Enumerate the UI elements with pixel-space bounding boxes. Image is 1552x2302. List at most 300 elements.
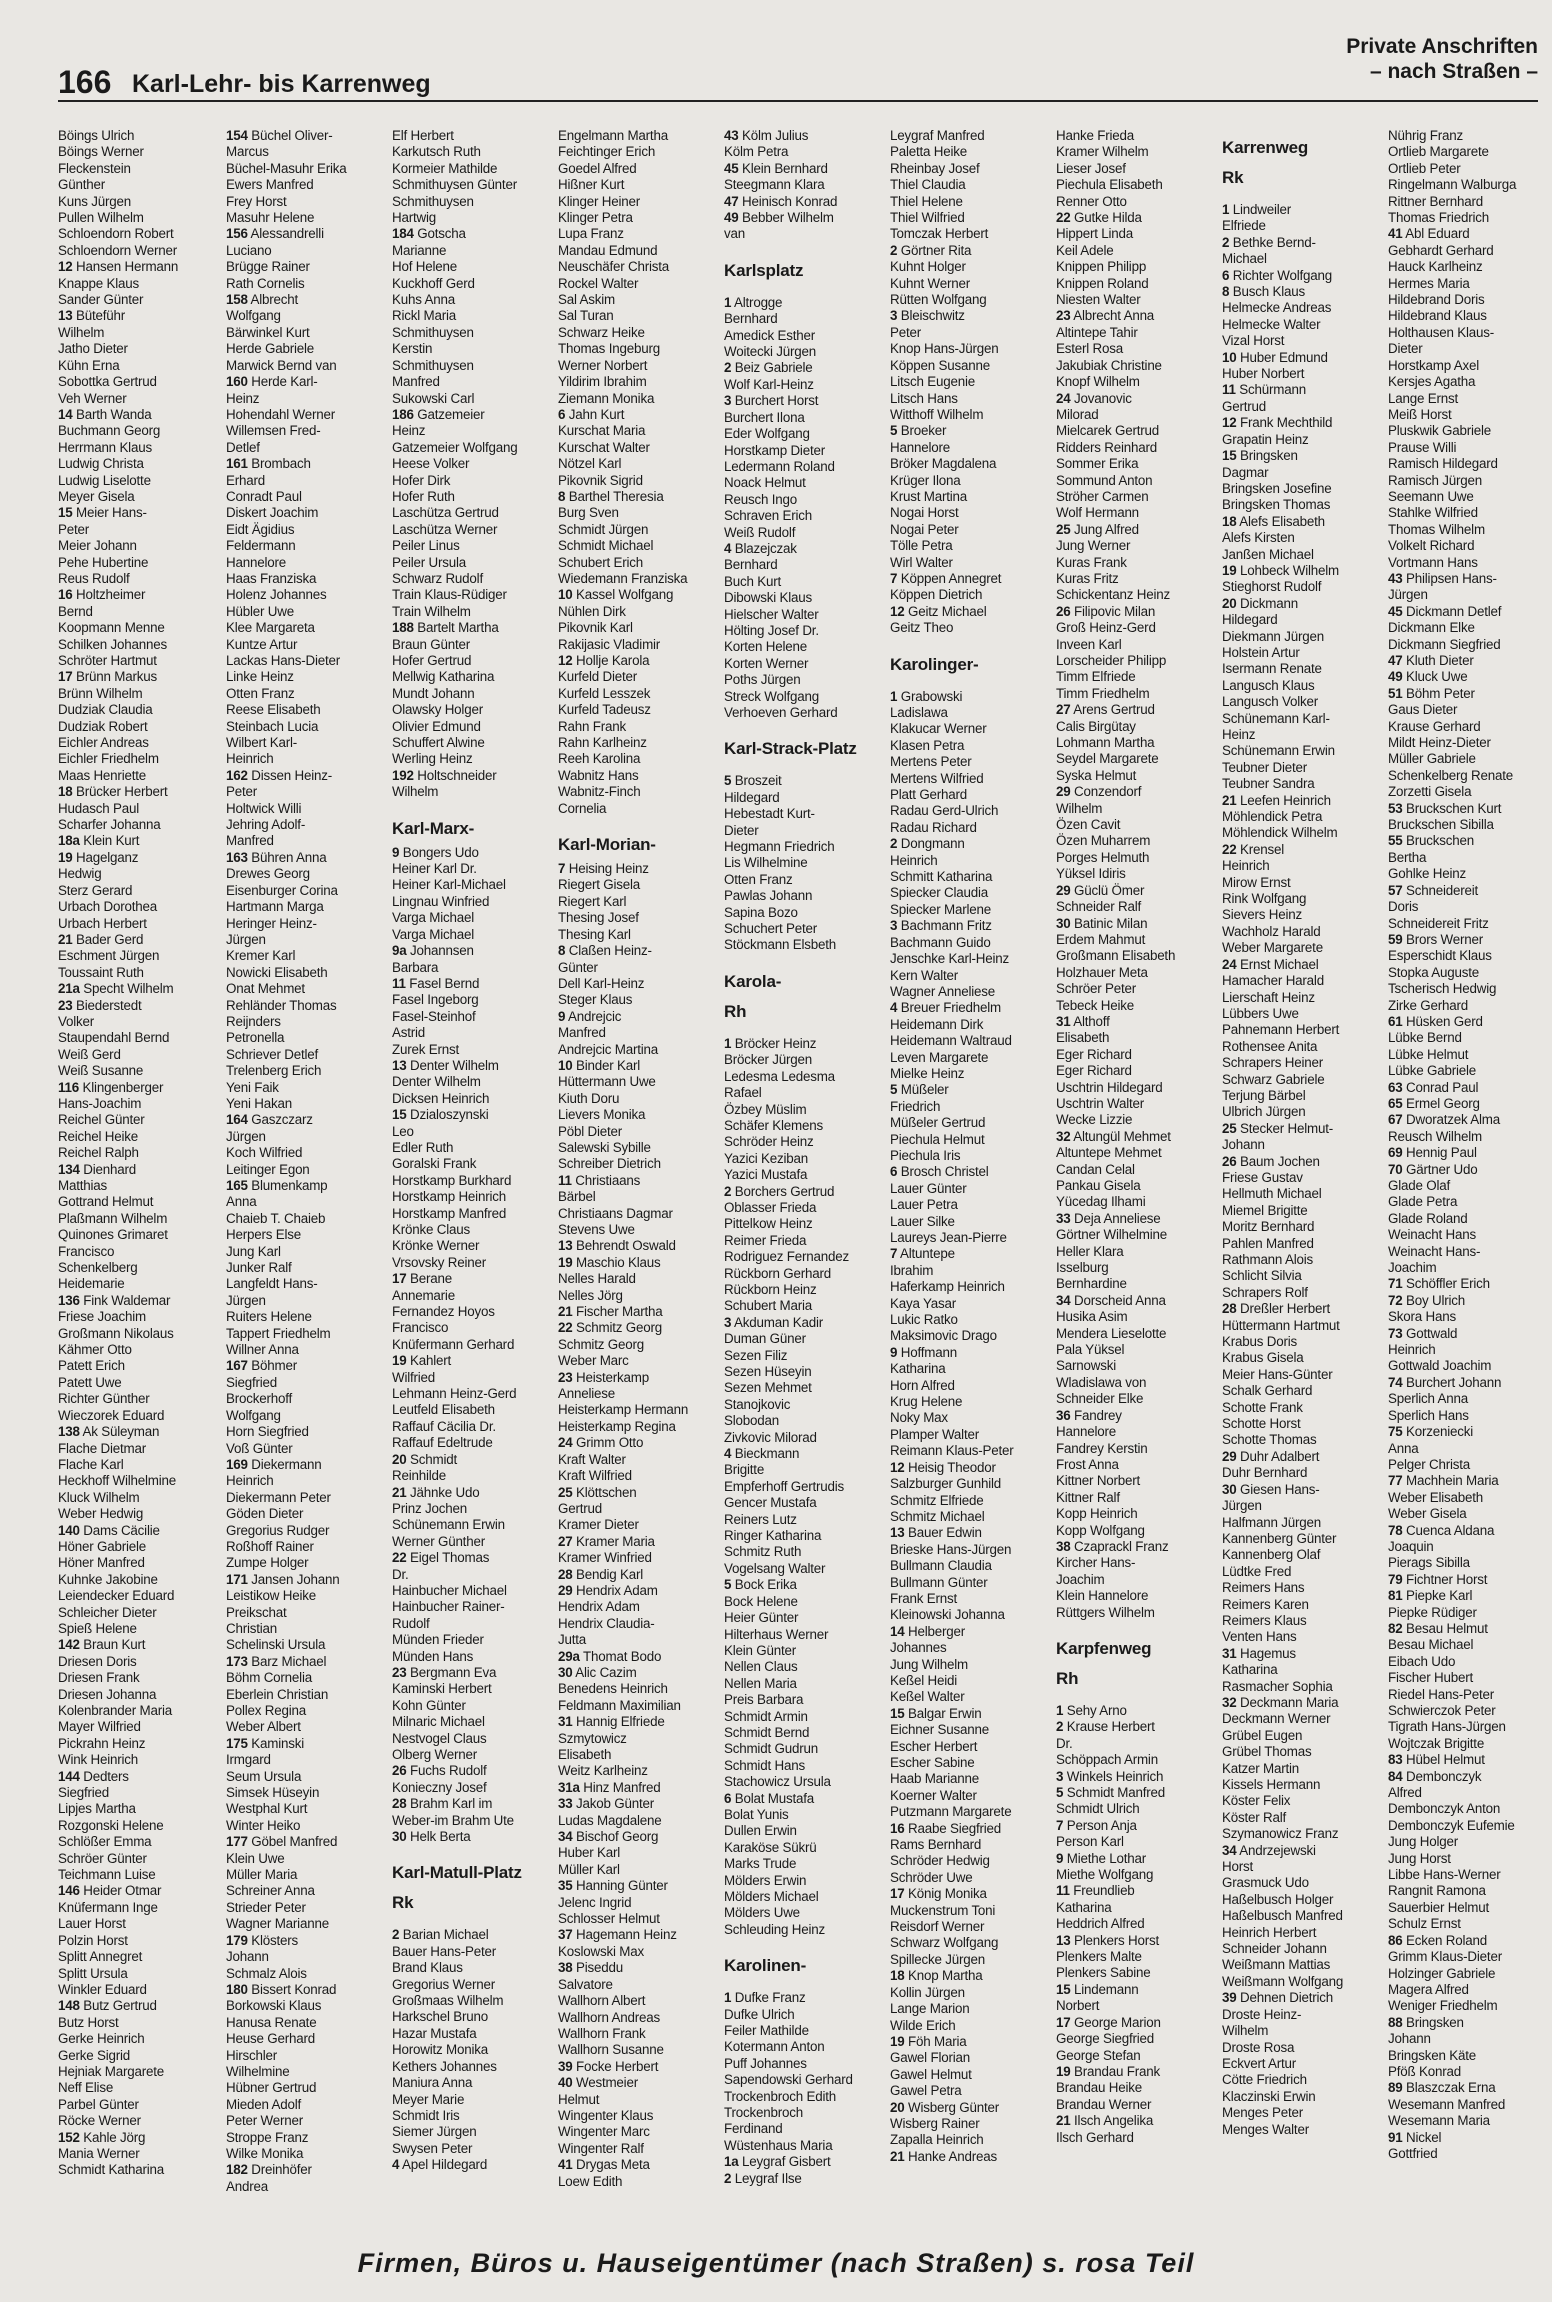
address-entry: Kurfeld Dieter [558, 669, 638, 685]
address-entry: Özen Cavit [1056, 817, 1121, 833]
address-entry: Westphal Kurt [226, 1801, 308, 1817]
address-entry: Radau Gerd-Ulrich [890, 803, 999, 819]
address-entry: 186 Gatzemeier [392, 406, 485, 422]
address-entry: Duman Güner [724, 1331, 806, 1347]
address-entry: Eibach Udo [1388, 1653, 1456, 1669]
address-entry: Knappe Klaus [58, 275, 139, 291]
address-entry: 2 Barian Michael [392, 1927, 489, 1943]
address-entry: Jürgen [226, 1292, 266, 1308]
address-entry: 161 Brombach [226, 456, 311, 472]
address-entry: Splitt Ursula [58, 1965, 128, 1981]
address-entry: 29 Hendrix Adam [558, 1582, 658, 1598]
address-entry: Thomas Wilhelm [1388, 521, 1485, 537]
address-entry: Koerner Walter [890, 1787, 977, 1803]
address-entry: Bringsken Josefine [1222, 480, 1332, 496]
address-entry: Bernd [58, 603, 93, 619]
address-entry: Wilhelm [58, 324, 105, 340]
address-entry: Niesten Walter [1056, 292, 1141, 308]
address-entry: Krüger Ilona [890, 472, 961, 488]
section-title [1346, 34, 1538, 84]
address-entry: Christian [226, 1620, 278, 1636]
address-entry: 7 Person Anja [1056, 1817, 1137, 1833]
address-entry: Rozgonski Helene [58, 1817, 164, 1833]
address-entry: Benedens Heinrich [558, 1681, 668, 1697]
address-entry: Keil Adele [1056, 242, 1114, 258]
address-entry: Sezen Hüseyin [724, 1364, 812, 1379]
address-entry: 40 Westmeier [558, 2075, 638, 2091]
address-entry: 49 Bebber Wilhelm [724, 210, 834, 226]
address-entry: Lüdtke Fred [1222, 1563, 1292, 1579]
address-entry: Knippen Roland [1056, 275, 1149, 291]
address-entry: Brandau Heike [1056, 2080, 1142, 2096]
address-entry: 49 Kluck Uwe [1388, 669, 1468, 685]
address-entry: Wingenter Klaus [558, 2107, 654, 2123]
address-entry [392, 801, 550, 809]
address-entry: Doris [1388, 899, 1419, 915]
address-entry: 19 Brandau Frank [1056, 2063, 1160, 2079]
address-entry: Herde Gabriele [226, 341, 315, 357]
address-entry: Friese Gustav [1222, 1169, 1303, 1185]
address-entry: Salvatore [558, 1976, 613, 1992]
address-entry: Heiner Karl-Michael [392, 877, 506, 893]
address-entry [724, 954, 882, 962]
address-entry: 24 Grimm Otto [558, 1435, 644, 1451]
address-entry: Prinz Jochen [392, 1500, 468, 1516]
address-entry: Deckmann Werner [1222, 1711, 1331, 1727]
address-column [890, 128, 1048, 2208]
address-entry: Münden Frieder [392, 1632, 484, 1648]
address-entry: Husika Asim [1056, 1309, 1128, 1325]
address-entry: Anna [226, 1194, 257, 1210]
address-entry: 51 Böhm Peter [1388, 685, 1475, 701]
address-entry: 144 Dedters [58, 1768, 129, 1784]
address-entry: 15 Dzialoszynski [392, 1107, 489, 1123]
address-entry: Sarnowski [1056, 1358, 1116, 1374]
address-entry: Wiedemann Franziska [558, 570, 688, 586]
address-entry: Eberlein Christian [226, 1686, 329, 1702]
address-entry: Heier Günter [724, 1610, 799, 1626]
address-entry: Bröker Magdalena [890, 456, 997, 472]
address-entry: Weinacht Hans- [1388, 1243, 1481, 1259]
address-entry: Streck Wolfgang [724, 688, 819, 704]
address-entry [724, 287, 882, 295]
address-entry: 1 Bröcker Heinz [724, 1035, 817, 1051]
address-entry: Driesen Doris [58, 1653, 137, 1669]
address-entry: Altuntepe Mehmet [1056, 1145, 1162, 1161]
address-entry: Heller Klara [1056, 1243, 1124, 1259]
address-entry: Sal Askim [558, 292, 615, 308]
address-entry: Ortlieb Peter [1388, 160, 1461, 176]
address-entry: Marks Trude [724, 1856, 797, 1872]
address-entry: Brügge Rainer [226, 259, 310, 275]
address-entry: Reiners Lutz [724, 1511, 797, 1527]
address-entry: 177 Göbel Manfred [226, 1834, 338, 1850]
address-entry: Lauer Silke [890, 1213, 955, 1229]
address-entry: Sukowski Carl [392, 390, 475, 406]
address-entry: Rütten Wolfgang [890, 292, 987, 308]
address-entry: Thomas Ingeburg [558, 341, 660, 357]
address-entry: Haßelbusch Manfred [1222, 1908, 1343, 1924]
address-entry: Neuschäfer Christa [558, 259, 670, 275]
address-entry: Sezen Mehmet [724, 1380, 812, 1396]
address-entry: 41 Abl Eduard [1388, 226, 1470, 242]
address-entry: Droste Heinz- [1222, 2006, 1302, 2022]
address-entry: Jung Horst [1388, 1850, 1451, 1866]
address-entry: 4 Breuer Friedhelm [890, 1000, 1002, 1016]
address-entry: Thiel Claudia [890, 177, 966, 193]
address-entry: Grasmuck Udo [1222, 1875, 1309, 1891]
address-entry: 1 Dufke Franz [724, 1990, 806, 2006]
address-entry: Schwarz Heike [558, 324, 645, 340]
address-entry: 12 Hansen Hermann [58, 259, 179, 275]
address-entry: 37 Hagemann Heinz [558, 1927, 677, 1943]
address-entry: Kurfeld Tadeusz [558, 702, 651, 718]
address-entry: Mielcarek Gertrud [1056, 423, 1160, 439]
address-entry: Schilken Johannes [58, 636, 168, 652]
address-entry: Bruckschen Sibilla [1388, 817, 1494, 833]
address-entry: Jürgen [1222, 1498, 1262, 1514]
address-entry: Holthausen Klaus- [1388, 324, 1495, 340]
address-entry: 18 Brücker Herbert [58, 784, 168, 800]
address-entry: Heidemarie [58, 1276, 125, 1292]
address-entry: Haas Franziska [226, 570, 317, 586]
address-entry: Frey Horst [226, 193, 287, 209]
address-entry: Stevens Uwe [558, 1222, 635, 1237]
address-entry: Wingenter Ralf [558, 2140, 644, 2156]
address-entry: 31 Hagemus [1222, 1645, 1296, 1661]
address-entry: Lohmann Martha [1056, 735, 1155, 751]
address-entry: 34 Bischof Georg [558, 1829, 659, 1845]
address-entry: Brigitte [724, 1462, 765, 1478]
address-entry: Flache Dietmar [58, 1440, 146, 1456]
address-entry [724, 1938, 882, 1946]
address-entry: Schröer Peter [1056, 981, 1137, 997]
address-entry: Wüstenhaus Maria [724, 2137, 833, 2153]
address-entry: Lierschaft Heinz [1222, 989, 1315, 1005]
address-entry: Schwarz Gabriele [1222, 1071, 1325, 1087]
address-entry: 8 Busch Klaus [1222, 284, 1306, 300]
address-entry: 2 Bethke Bernd- [1222, 234, 1316, 250]
address-entry: Escher Herbert [890, 1738, 978, 1754]
address-entry: Kölm Petra [724, 144, 789, 160]
address-entry: Nelles Harald [558, 1271, 636, 1287]
address-entry: Hübler Uwe [226, 603, 294, 619]
address-entry: Kramer Winfried [558, 1550, 652, 1566]
address-entry: Müller Gabriele [1388, 751, 1476, 767]
address-entry: Dudziak Claudia [58, 702, 153, 718]
address-entry: Jatho Dieter [58, 341, 128, 357]
address-entry: Luciano [226, 242, 272, 258]
address-entry: 32 Altungül Mehmet [1056, 1128, 1171, 1144]
address-entry: Zirke Gerhard [1388, 997, 1468, 1013]
address-entry: Nellen Maria [724, 1675, 797, 1691]
address-entry: Annemarie [392, 1287, 455, 1303]
address-entry: Heuse Gerhard [226, 2031, 315, 2047]
address-entry: Stöckmann Elsbeth [724, 937, 836, 953]
address-entry: Ibrahim [890, 1262, 934, 1278]
address-entry: Preikschat [226, 1604, 287, 1620]
address-entry: Matthias [58, 1178, 108, 1193]
address-entry: Kähmer Otto [58, 1342, 132, 1358]
address-entry: Keßel Heidi [890, 1672, 958, 1688]
address-entry: Knop Hans-Jürgen [890, 341, 999, 357]
address-entry: Schleuding Heinz [724, 1921, 826, 1937]
address-entry: Hofer Gertrud [392, 653, 472, 668]
address-entry: Pluskwik Gabriele [1388, 423, 1492, 439]
address-entry: Mölders Uwe [724, 1905, 800, 1921]
address-entry: Krause Gerhard [1388, 718, 1481, 734]
address-entry: Kaya Yasar [890, 1295, 956, 1311]
address-entry: 2 Leygraf Ilse [724, 2170, 802, 2186]
address-entry: Escher Sabine [890, 1755, 975, 1770]
address-entry: 182 Dreinhöfer [226, 2162, 312, 2178]
address-entry: Hudasch Paul [58, 800, 139, 816]
address-entry: 11 Christiaans [558, 1172, 641, 1188]
address-entry: 30 Batinic Milan [1056, 915, 1148, 931]
address-entry: Train Wilhelm [392, 603, 471, 619]
address-entry: Mielke Heinz [890, 1065, 965, 1081]
address-entry: Nelles Jörg [558, 1287, 623, 1303]
address-entry: 57 Schneidereit [1388, 882, 1479, 898]
address-entry: Schotte Frank [1222, 1399, 1303, 1415]
address-entry: 162 Dissen Heinz- [226, 767, 333, 783]
address-entry: Hanke Frieda [1056, 128, 1134, 143]
address-entry: Masuhr Helene [226, 210, 315, 226]
address-column [1388, 128, 1546, 2208]
address-entry: Zurek Ernst [392, 1041, 460, 1057]
address-entry: Ferdinand [724, 2121, 783, 2137]
address-entry: Rothensee Anita [1222, 1038, 1318, 1054]
address-entry: Ridders Reinhard [1056, 439, 1158, 455]
address-entry: Eichler Friedhelm [58, 751, 159, 767]
address-entry: Gaus Dieter [1388, 702, 1458, 718]
address-entry: Joaquin [1388, 1538, 1434, 1554]
address-entry: Horn Siegfried [226, 1424, 309, 1440]
address-entry: Simsek Hüseyin [226, 1785, 320, 1801]
address-entry: Dembonczyk Eufemie [1388, 1817, 1515, 1833]
address-entry: 1 Sehy Arno [1056, 1702, 1127, 1718]
address-entry: Hartmann Marga [226, 899, 324, 915]
address-entry: Onat Mehmet [226, 981, 305, 997]
address-entry: Mundt Johann [392, 685, 475, 701]
address-entry: Varga Michael [392, 926, 474, 942]
address-entry: Elf Herbert [392, 128, 454, 143]
address-entry: Maas Henriette [58, 767, 146, 783]
address-entry: Özen Muharrem [1056, 833, 1151, 849]
address-entry: Mellwig Katharina [392, 669, 495, 685]
address-entry: Vortmann Hans [1388, 554, 1478, 570]
address-entry: Raffauf Cäcilia Dr. [392, 1418, 496, 1434]
address-entry: 74 Burchert Johann [1388, 1374, 1502, 1390]
address-entry: Buchmann Georg [58, 423, 161, 439]
address-entry: Gawel Helmut [890, 2066, 972, 2082]
address-entry: Rink Wolfgang [1222, 891, 1307, 907]
address-entry: Heisterkamp Hermann [558, 1402, 689, 1418]
address-entry: Sterz Gerard [58, 882, 133, 898]
address-entry: Jenschke Karl-Heinz [890, 951, 1009, 967]
address-entry: 17 König Monika [890, 1886, 987, 1902]
address-entry: 28 Brahm Karl im [392, 1796, 493, 1812]
address-entry: Willner Anna [226, 1342, 299, 1358]
address-entry: Witthoff Wilhelm [890, 406, 984, 422]
address-entry: Menges Walter [1222, 2121, 1309, 2137]
address-entry: Teubner Sandra [1222, 776, 1315, 792]
address-entry: Rafael [724, 1085, 762, 1101]
page-range-title: Karl-Lehr- bis Karrenweg [132, 70, 431, 98]
address-entry: Wecke Lizzie [1056, 1112, 1133, 1128]
address-entry: Bauer Hans-Peter [392, 1943, 496, 1959]
address-entry: Mayer Wilfried [58, 1719, 141, 1735]
address-entry: Klein Uwe [226, 1850, 285, 1866]
address-column [58, 128, 216, 2208]
address-entry: 69 Hennig Paul [1388, 1145, 1477, 1161]
address-entry: Kormeier Mathilde [392, 160, 498, 176]
address-entry: Diekmann Jürgen [1222, 628, 1324, 644]
address-entry: Timm Elfriede [1056, 669, 1136, 685]
address-entry: Milorad [1056, 406, 1099, 422]
address-entry: Prause Willi [1388, 439, 1457, 455]
address-entry: Schriever Detlef [226, 1046, 319, 1062]
street-heading: Karrenweg [1222, 138, 1309, 157]
address-entry: Sommund Anton [1056, 472, 1153, 488]
address-entry: Teichmann Luise [58, 1867, 156, 1883]
address-entry: Leistikow Heike [226, 1588, 317, 1604]
address-entry: 1 Lindweiler [1222, 202, 1292, 217]
address-entry: Schmidt Gudrun [724, 1741, 818, 1757]
address-entry: Bullmann Günter [890, 1574, 988, 1590]
address-entry: Schleicher Dieter [58, 1604, 157, 1620]
address-entry: Inveen Karl [1056, 636, 1122, 652]
address-entry: Winkler Eduard [58, 1981, 147, 1997]
address-entry: 82 Besau Helmut [1388, 1620, 1488, 1636]
address-entry: 38 Czaprackl Franz [1056, 1538, 1169, 1554]
address-entry: 31 Althoff [1056, 1013, 1110, 1029]
address-entry: Hannelore [890, 439, 950, 455]
address-entry: Spiecker Marlene [890, 901, 991, 917]
address-entry: 26 Baum Jochen [1222, 1153, 1320, 1169]
address-entry: Rickl Maria [392, 308, 457, 324]
address-entry: 71 Schöffler Erich [1388, 1276, 1490, 1292]
address-entry: Krabus Doris [1222, 1334, 1297, 1350]
address-entry: Cötte Friedrich [1222, 2072, 1307, 2088]
address-entry: Gerke Sigrid [58, 2047, 131, 2063]
address-entry: Gottfried [1388, 2145, 1438, 2161]
address-entry: Janßen Michael [1222, 546, 1314, 562]
address-entry: Dieter [724, 822, 759, 838]
address-entry: Marianne [392, 242, 447, 258]
address-entry: Schuffert Alwine [392, 735, 485, 751]
address-entry: Stieghorst Rudolf [1222, 579, 1322, 595]
address-entry: 13 Plenkers Horst [1056, 1932, 1160, 1948]
address-entry: Knippen Philipp [1056, 259, 1147, 275]
address-entry: 116 Klingenberger [58, 1079, 164, 1095]
address-entry: Reimers Hans [1222, 1580, 1305, 1596]
address-entry: 29 Güclü Ömer [1056, 882, 1145, 898]
address-entry: 12 Hollje Karola [558, 653, 650, 668]
address-entry: Ortlieb Margarete [1388, 144, 1489, 160]
address-entry: Heinrich [890, 852, 938, 868]
address-entry: Schmithuysen [392, 357, 474, 373]
address-entry: Wallhorn Albert [558, 1993, 646, 2009]
address-entry: 65 Ermel Georg [1388, 1095, 1480, 1111]
address-entry: Horstkamp Manfred [392, 1205, 507, 1221]
address-entry: Friedrich [890, 1098, 941, 1114]
address-entry: Kopp Wolfgang [1056, 1522, 1145, 1538]
address-entry: Scharfer Johanna [58, 817, 161, 833]
address-entry: 9 Hoffmann [890, 1344, 957, 1360]
address-entry: Steegmann Klara [724, 177, 825, 193]
address-entry: Chaieb T. Chaieb [226, 1210, 326, 1226]
address-entry: Jung Werner [1056, 538, 1131, 554]
address-entry: Manfred [226, 833, 274, 849]
address-entry: Dembonczyk Anton [1388, 1801, 1501, 1817]
address-entry: 27 Kramer Maria [558, 1533, 655, 1549]
address-entry: Keßel Walter [890, 1689, 965, 1705]
address-entry: Langusch Volker [1222, 694, 1319, 710]
address-entry: 21 Ilsch Angelika [1056, 2113, 1154, 2129]
address-entry: Möhlendick Wilhelm [1222, 825, 1338, 841]
address-entry: Ludwig Christa [58, 456, 144, 472]
address-entry: Tomczak Herbert [890, 226, 989, 242]
address-entry: Grübel Thomas [1222, 1744, 1312, 1760]
address-entry: Schmitz Ruth [724, 1544, 802, 1560]
address-entry: Nötzel Karl [558, 456, 622, 472]
address-entry: Hainbucher Rainer- [392, 1599, 505, 1615]
address-column [392, 128, 550, 2208]
address-entry: Otten Franz [724, 871, 793, 887]
address-entry: Lieser Josef [1056, 160, 1126, 176]
address-entry: Candan Celal [1056, 1161, 1135, 1177]
address-entry: Pehe Hubertine [58, 554, 149, 570]
address-entry: Schmitt Katharina [890, 869, 993, 885]
address-entry: Cornelia [558, 800, 607, 816]
address-entry: Heese Volker [392, 456, 470, 472]
address-entry: 34 Andrzejewski [1222, 1842, 1316, 1858]
address-entry: Gottwald Joachim [1388, 1358, 1492, 1374]
address-entry: Heringer Heinz- [226, 915, 317, 931]
address-entry: 2 Dongmann [890, 836, 965, 852]
address-entry: Yücedag Ilhami [1056, 1194, 1146, 1210]
address-entry: Horst [1222, 1859, 1253, 1875]
address-entry: Wabnitz Hans [558, 767, 639, 783]
address-entry: Dieter [1388, 341, 1423, 357]
address-entry: Ilsch Gerhard [1056, 2129, 1134, 2145]
address-entry: Salzburger Gunhild [890, 1476, 1002, 1492]
address-entry: 19 Maschio Klaus [558, 1254, 661, 1270]
address-entry: Kraft Wilfried [558, 1468, 632, 1484]
address-entry: Rückborn Gerhard [724, 1265, 831, 1281]
address-entry: Uschtrin Hildegard [1056, 1079, 1163, 1095]
address-entry: 20 Schmidt [392, 1451, 457, 1467]
address-entry: 1 Altrogge [724, 294, 783, 310]
address-entry: 21 Bader Gerd [58, 931, 144, 947]
address-entry [392, 1845, 550, 1853]
address-entry: Hof Helene [392, 259, 457, 275]
address-entry: Ladislawa [890, 705, 948, 720]
address-entry: Heinz [226, 390, 260, 406]
address-entry: Pickrahn Heinz [58, 1735, 146, 1751]
address-entry: Reimers Karen [1222, 1596, 1309, 1612]
address-entry: Yazici Mustafa [724, 1167, 808, 1183]
address-entry: Skora Hans [1388, 1309, 1456, 1325]
address-entry: Wesemann Maria [1388, 2113, 1490, 2129]
address-entry: Jakubiak Christine [1056, 357, 1162, 373]
address-entry: Olawsky Holger [392, 702, 483, 718]
address-entry: Yeni Faik [226, 1079, 279, 1095]
address-entry: Plaßmann Wilhelm [58, 1210, 168, 1226]
address-entry: Oblasser Frieda [724, 1199, 817, 1215]
address-entry: Schröer Günter [58, 1850, 147, 1866]
